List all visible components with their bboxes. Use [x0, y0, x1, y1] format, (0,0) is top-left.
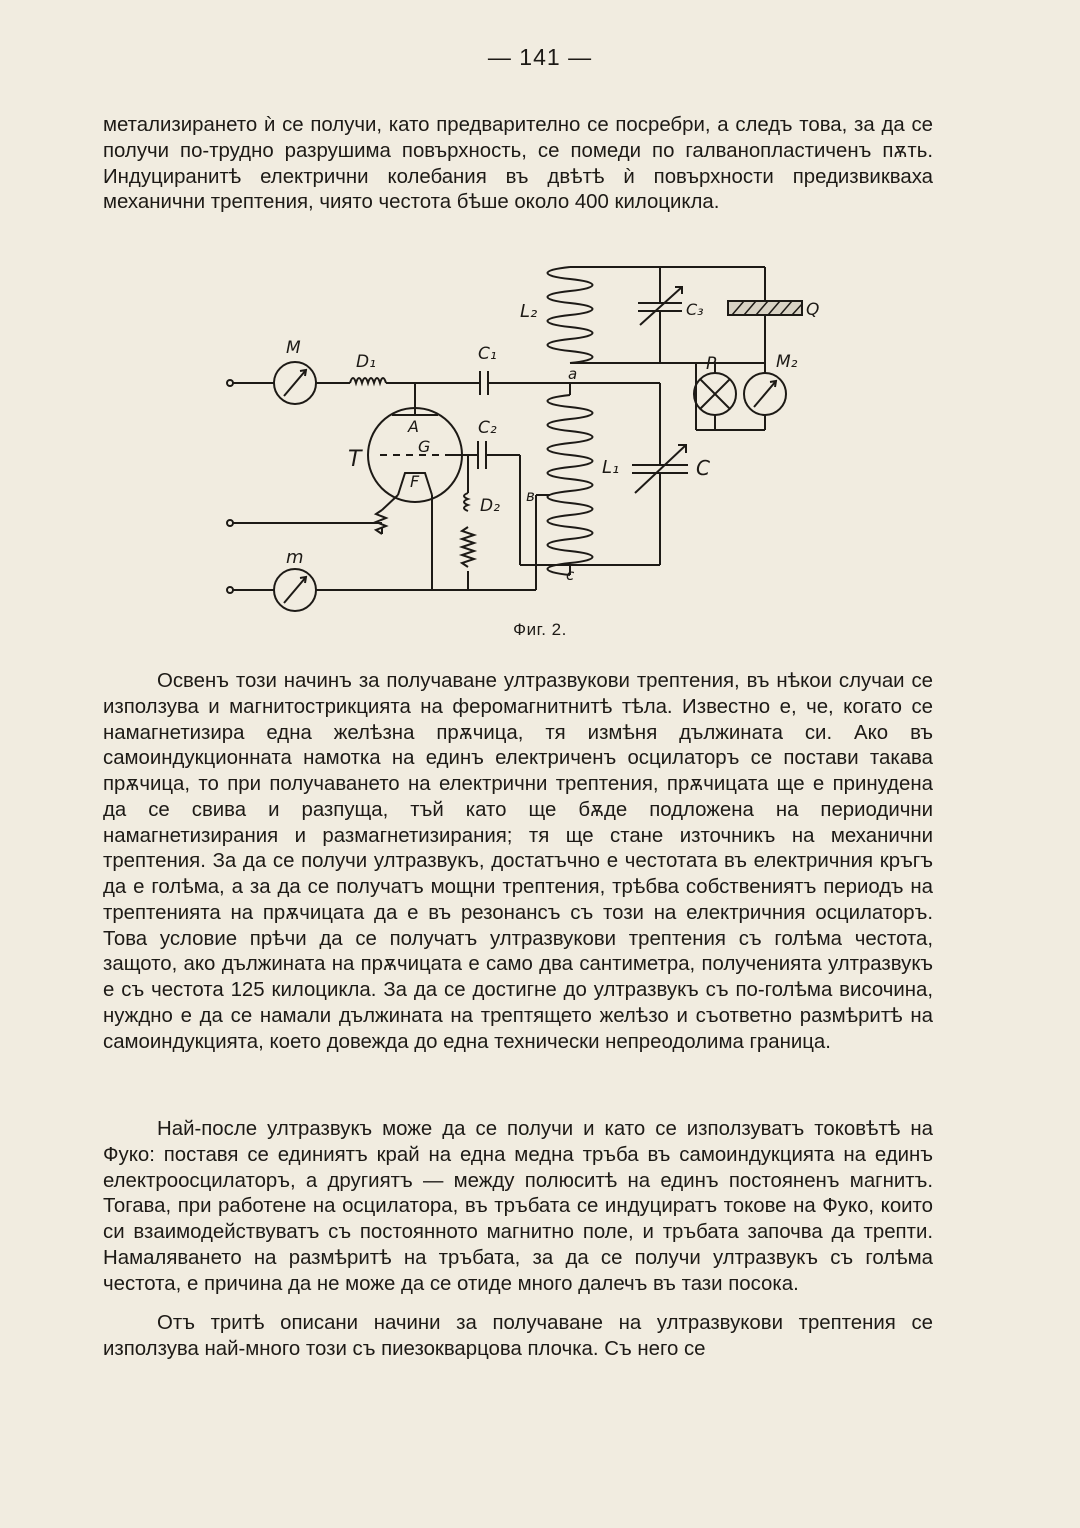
label-C1: C₁ [478, 344, 497, 364]
circuit-diagram [220, 255, 840, 625]
label-C: C [696, 456, 710, 480]
paragraph-2: Освенъ този начинъ за получаване ултразвукови трептения, въ нѣкои случаи се използува и магнитострикцията на феромагнитнитѣ тѣла. Известно е, че, когато се намагнетизира една желѣзна прѫчица, тя измѣня дължината си. Ако въ самоиндукционната намотка на единъ електриченъ осцилаторъ се постави такава прѫчица, то при получаването на електрични трептения, прѫчицата ще е принудена да се свива и разпуща, тъй като ще бѫде подложена на периодични намагнетизирания и размагнетизирания; тя ще стане източникъ на механични трептения. За да се получи ултразвукъ, достатъчно е честотата въ електричния кръгъ да е голѣма, а за да се получатъ мощни трептения, трѣбва собствениятъ периодъ на трептенията на прѫчицата да е въ резонансъ съ този на електричния осцилаторъ. Това условие прѣчи да се получатъ ултразвукови трептения съ голѣма честота, защото, ако дължината на прѫчицата е само два сантиметра, полученията ултразвукъ е съ честота 125 килоцикла. За да се достигне до ултразвукъ съ по-голѣма височина, нуждно е да се намали дължината на трептящето желѣзо и съответно размѣритѣ на самоиндукцията, което довежда до една технически непреодолима граница. [103, 670, 933, 1053]
label-Q: Q [806, 300, 820, 320]
paragraph-3: Най-после ултразвукъ може да се получи и като се използуватъ токовѣтѣ на Фуко: поставя се единиятъ край на една медна тръба въ самоиндукцията на единъ електроосцилаторъ, а другиятъ — между полюситѣ на единъ постояненъ магнитъ. Тогава, при работене на осцилатора, въ тръбата се индуциратъ токове на Фуко, които си взаимодействуватъ съ постоянното магнитно поле, и тръбата започва да трепти. Намаляването на размѣритѣ на тръбата, за да се получи ултразвукъ съ голѣма честота, е причина да не може да се отиде много далечъ въ тази посока. [103, 1118, 933, 1295]
label-M2: M₂ [776, 352, 798, 372]
label-c: c [566, 566, 575, 584]
coil-L2 [548, 267, 593, 363]
resistor-D2 [462, 527, 474, 567]
label-M: M [286, 338, 301, 358]
label-b: в [526, 487, 535, 505]
label-D2: D₂ [480, 496, 500, 516]
coil-L1 [548, 395, 593, 575]
page-number: — 141 — [487, 44, 593, 70]
choke-D1 [350, 378, 386, 383]
label-D1: D₁ [356, 352, 376, 372]
paragraph-4: Отъ тритѣ описани начини за получаване на ултразвукови трептения се използува най-много този съ пиезокварцова плочка. Съ него се [103, 1312, 933, 1360]
label-C2: C₂ [478, 418, 497, 438]
label-F: F [410, 472, 420, 491]
label-G: G [418, 437, 431, 456]
figure-caption: Фиг. 2. [513, 620, 567, 639]
label-P: P [706, 354, 717, 374]
meter-m [227, 569, 536, 611]
label-L2: L₂ [520, 301, 538, 322]
label-C3: C₃ [686, 300, 704, 319]
label-A: A [408, 417, 419, 436]
label-L1: L₁ [602, 457, 620, 478]
paragraph-1: метализирането ѝ се получи, като предварително се посребри, а следъ това, за да се получи по-трудно разрушима повърхность, се помеди по галванопластиченъ пѫть. Индуциранитѣ електрични колебания въ двѣтѣ ѝ повърхности предизвикваха механични трептения, чиято честота бѣше около 400 килоцикла. [103, 114, 933, 214]
meter-M [227, 362, 350, 404]
meter-M2 [744, 363, 786, 430]
label-m: m [286, 547, 304, 568]
label-T: T [348, 447, 362, 472]
label-a: a [568, 365, 578, 383]
